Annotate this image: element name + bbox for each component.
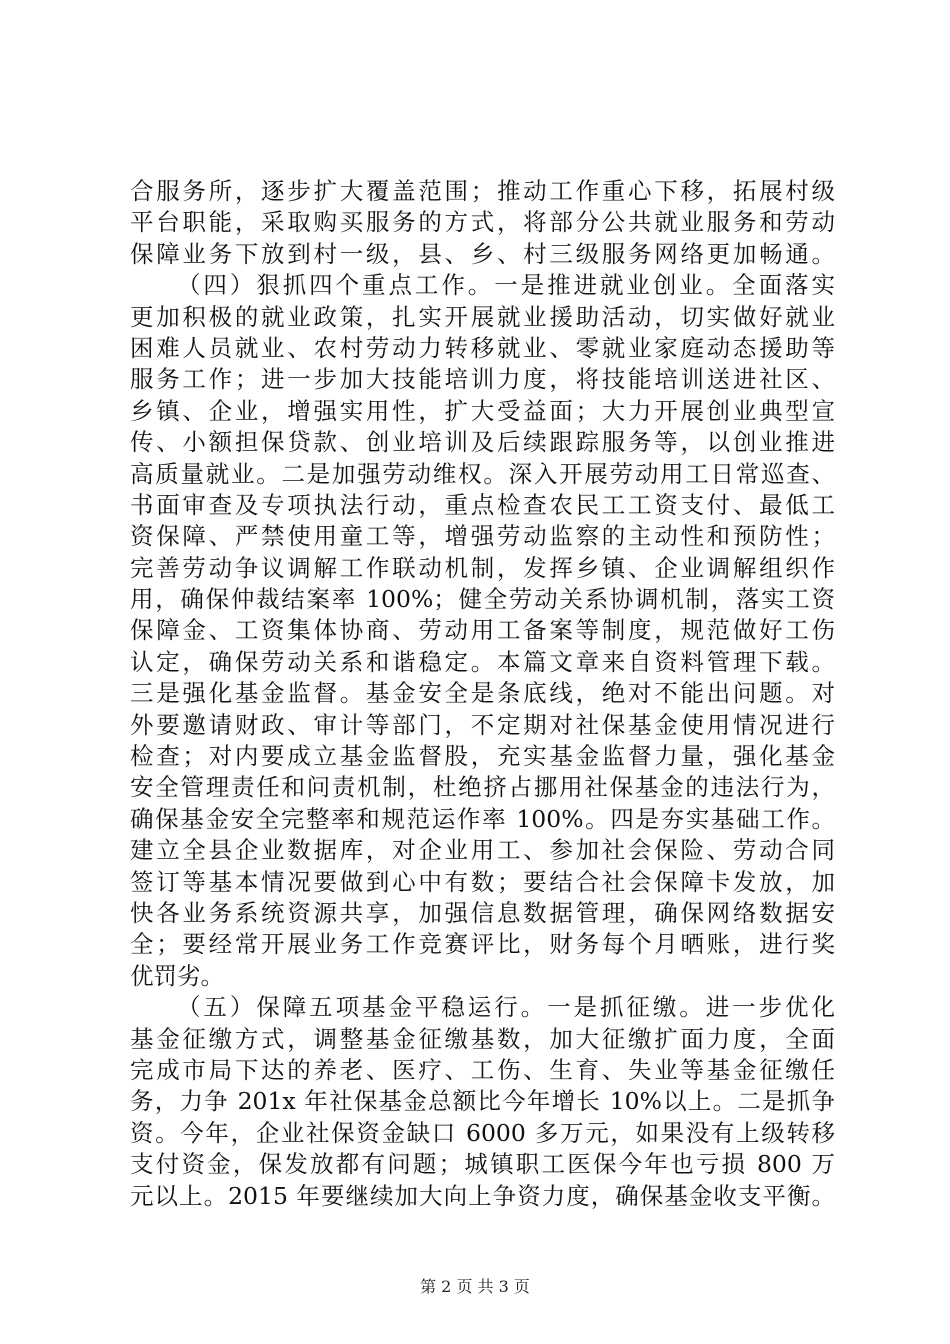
- text-line: 务，力争 201x 年社保基金总额比今年增长 10%以上。二是抓争: [130, 1087, 835, 1116]
- paragraph-start-line: （四）狠抓四个重点工作。一是推进就业创业。全面落实: [177, 271, 835, 300]
- text-line: 更加积极的就业政策，扎实开展就业援助活动，切实做好就业: [130, 302, 835, 331]
- text-line: 传、小额担保贷款、创业培训及后续跟踪服务等，以创业推进: [130, 428, 835, 457]
- text-line: 元以上。2015 年要继续加大向上争资力度，确保基金收支平衡。: [130, 1181, 835, 1210]
- text-line: 全；要经常开展业务工作竞赛评比，财务每个月晒账，进行奖: [130, 930, 835, 959]
- text-line: 三是强化基金监督。基金安全是条底线，绝对不能出问题。对: [130, 679, 835, 708]
- text-line: 确保基金安全完整率和规范运作率 100%。四是夯实基础工作。: [130, 804, 835, 833]
- text-line: 完成市局下达的养老、医疗、工伤、生育、失业等基金征缴任: [130, 1055, 835, 1084]
- text-line: 平台职能，采取购买服务的方式，将部分公共就业服务和劳动: [130, 208, 835, 237]
- text-line: 支付资金，保发放都有问题；城镇职工医保今年也亏损 800 万: [130, 1150, 835, 1179]
- text-line: 外要邀请财政、审计等部门，不定期对社保基金使用情况进行: [130, 710, 835, 739]
- text-line: 完善劳动争议调解工作联动机制，发挥乡镇、企业调解组织作: [130, 553, 835, 582]
- text-line: 资保障、严禁使用童工等，增强劳动监察的主动性和预防性；: [130, 522, 835, 551]
- page-number-footer: 第 2 页 共 3 页: [420, 1277, 530, 1296]
- text-line: 建立全县企业数据库，对企业用工、参加社会保险、劳动合同: [130, 836, 835, 865]
- text-line: 快各业务系统资源共享，加强信息数据管理，确保网络数据安: [130, 898, 835, 927]
- text-line: 书面审查及专项执法行动，重点检查农民工工资支付、最低工: [130, 490, 835, 519]
- text-line: 乡镇、企业，增强实用性，扩大受益面；大力开展创业典型宣: [130, 396, 835, 425]
- text-line: 检查；对内要成立基金监督股，充实基金监督力量，强化基金: [130, 742, 835, 771]
- text-line: 困难人员就业、农村劳动力转移就业、零就业家庭动态援助等: [130, 333, 835, 362]
- paragraph-end-line: 优罚劣。: [130, 961, 224, 990]
- document-body: [130, 176, 835, 1212]
- text-line: 合服务所，逐步扩大覆盖范围；推动工作重心下移，拓展村级: [130, 177, 835, 205]
- text-line: 保障业务下放到村一级，县、乡、村三级服务网络更加畅通。: [130, 239, 835, 268]
- paragraph-start-line: （五）保障五项基金平稳运行。一是抓征缴。进一步优化: [177, 993, 835, 1022]
- text-line: 安全管理责任和问责机制，杜绝挤占挪用社保基金的违法行为，: [130, 773, 835, 802]
- text-line: 基金征缴方式，调整基金征缴基数，加大征缴扩面力度，全面: [130, 1024, 835, 1053]
- text-line: 服务工作；进一步加大技能培训力度，将技能培训送进社区、: [130, 365, 835, 394]
- text-line: 用，确保仲裁结案率 100%；健全劳动关系协调机制，落实工资: [130, 585, 835, 614]
- text-line: 认定，确保劳动关系和谐稳定。本篇文章来自资料管理下载。: [130, 647, 835, 676]
- text-line: 资。今年，企业社保资金缺口 6000 多万元，如果没有上级转移: [130, 1118, 835, 1147]
- text-line: 保障金、工资集体协商、劳动用工备案等制度，规范做好工伤: [130, 616, 835, 645]
- text-line: 高质量就业。二是加强劳动维权。深入开展劳动用工日常巡查、: [130, 459, 835, 488]
- text-line: 签订等基本情况要做到心中有数；要结合社会保障卡发放，加: [130, 867, 835, 896]
